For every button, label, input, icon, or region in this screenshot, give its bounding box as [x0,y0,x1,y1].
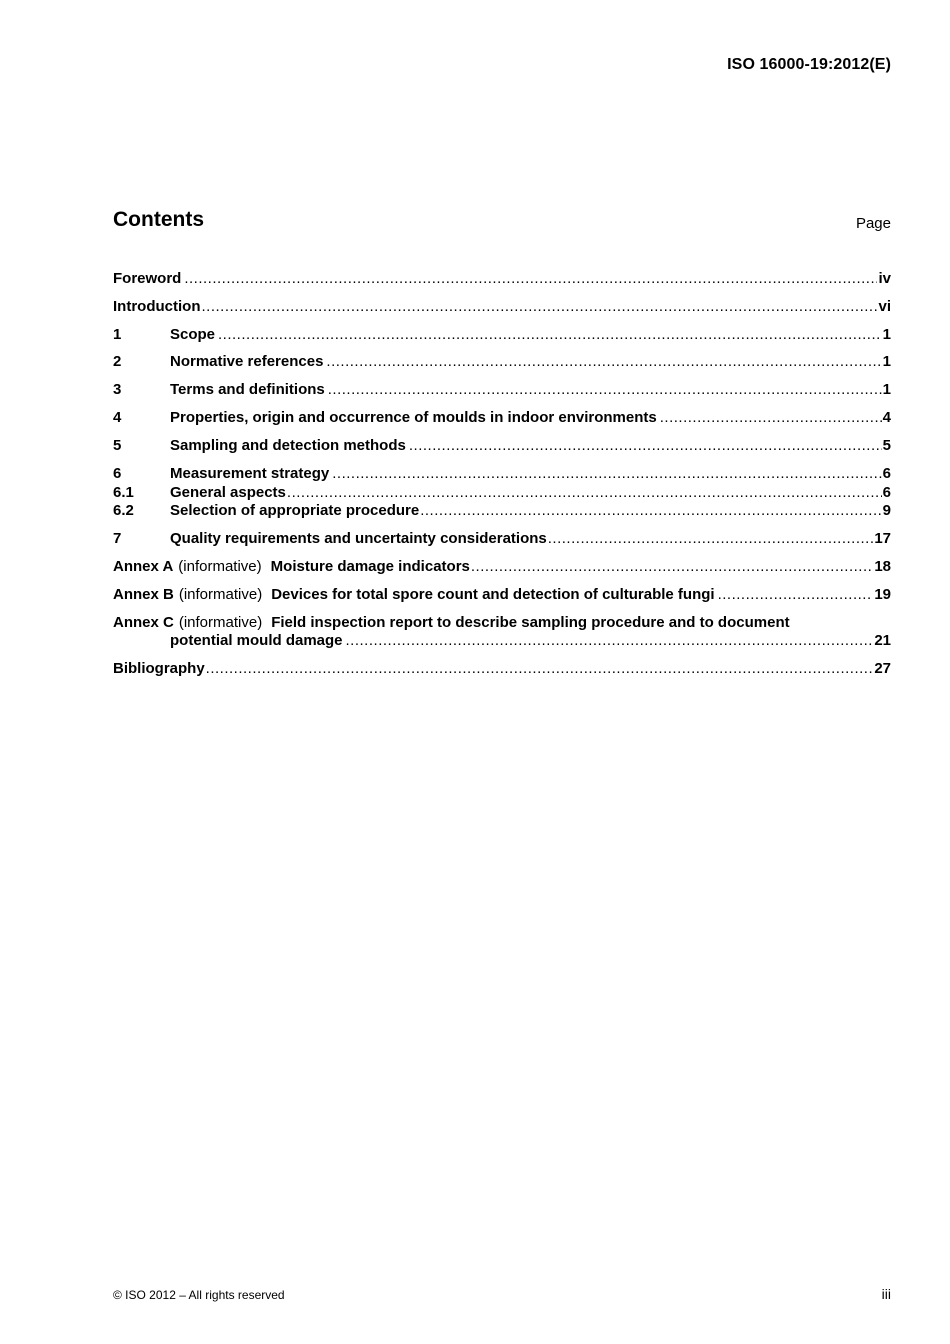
page-column-label: Page [855,215,891,232]
toc-entry-page: vi [878,298,891,315]
toc-entry-page: 1 [882,381,891,398]
toc-entry-title: Selection of appropriate procedure [170,502,420,519]
toc-entry-page: 1 [882,326,891,343]
toc-entry-page: 5 [882,437,891,454]
toc-entry-number: 4 [113,409,122,426]
dot-leader [471,558,873,576]
dot-leader [420,502,881,520]
annex-label: Annex A [113,558,174,575]
toc-entry-number: 7 [113,530,122,547]
toc-entry-quality[interactable] [113,530,891,548]
toc-entry-scope[interactable] [113,326,891,344]
toc-entry-number: 5 [113,437,122,454]
toc-entry-title: General aspects [170,484,286,501]
dot-leader [346,632,874,650]
toc-entry-title: potential mould damage [170,632,343,649]
toc-entry-properties[interactable] [113,409,891,427]
dot-leader [218,326,882,344]
dot-leader [332,465,881,483]
toc-entry-measurement-strategy[interactable] [113,465,891,483]
toc-entry-page: 1 [882,353,891,370]
annex-label: Annex C [113,614,174,631]
toc-entry-annex-a[interactable] [113,558,891,576]
toc-entry-title: Field inspection report to describe sampling procedure and to document [271,614,790,631]
toc-entry-title: Sampling and detection methods [170,437,406,454]
toc-entry-page: 6 [882,465,891,482]
toc-entry-title: Moisture damage indicators [270,558,470,575]
contents-title: Contents [113,208,204,231]
dot-leader [184,270,877,288]
toc-entry-page: iv [878,270,891,287]
toc-entry-number: 6.2 [113,502,134,519]
toc-entry-page: 21 [874,632,891,649]
toc-entry-title: Properties, origin and occurrence of moulds in indoor environments [170,409,657,426]
dot-leader [409,437,882,455]
dot-leader [718,586,874,604]
toc-entry-page: 19 [874,586,891,603]
toc-entry-bibliography[interactable] [113,660,891,678]
toc-entry-title: Normative references [170,353,324,370]
toc-entry-number: 1 [113,326,122,343]
toc-entry-title: Foreword [113,270,182,287]
annex-label: Annex B [113,586,174,603]
toc-entry-number: 3 [113,381,122,398]
toc-entry-title: Devices for total spore count and detection of culturable fungi [271,586,715,603]
toc-entry-title: Terms and definitions [170,381,325,398]
footer-page-number: iii [881,1286,891,1302]
dot-leader [328,381,882,399]
toc-entry-introduction[interactable] [113,298,891,316]
toc-entry-page: 18 [874,558,891,575]
toc-entry-annex-b[interactable] [113,586,891,604]
toc-entry-terms[interactable] [113,381,891,399]
toc-entry-title: Introduction [113,298,201,315]
dot-leader [201,298,877,316]
toc-entry-title: Quality requirements and uncertainty considerations [170,530,547,547]
annex-type: (informative) [178,614,263,631]
dot-leader [660,409,882,427]
toc-entry-number: 2 [113,353,122,370]
toc-entry-selection-procedure[interactable] [113,502,891,520]
toc-entry-sampling[interactable] [113,437,891,455]
toc-entry-normative-references[interactable] [113,353,891,371]
dot-leader [548,530,874,548]
toc-entry-title: Scope [170,326,216,343]
toc-entry-page: 9 [882,502,891,519]
footer-copyright: © ISO 2012 – All rights reserved [113,1288,285,1302]
toc-entry-number: 6 [113,465,122,482]
toc-entry-page: 27 [874,660,891,677]
toc-entry-annex-c-continued[interactable] [113,632,891,650]
dot-leader [326,353,881,371]
toc-entry-title: Bibliography [113,660,205,677]
annex-type: (informative) [178,558,262,575]
toc-entry-page: 17 [874,530,891,547]
dot-leader [287,484,882,502]
toc-entry-page: 6 [882,484,891,501]
dot-leader [206,660,874,678]
annex-type: (informative) [178,586,263,603]
toc-entry-foreword[interactable] [113,270,891,288]
toc-entry-page: 4 [882,409,891,426]
document-id: ISO 16000-19:2012(E) [727,56,891,73]
toc-entry-annex-c[interactable] [113,614,891,632]
contents-header [113,208,891,238]
toc-entry-number: 6.1 [113,484,134,501]
toc-entry-title: Measurement strategy [170,465,330,482]
toc-entry-general-aspects[interactable] [113,484,891,502]
